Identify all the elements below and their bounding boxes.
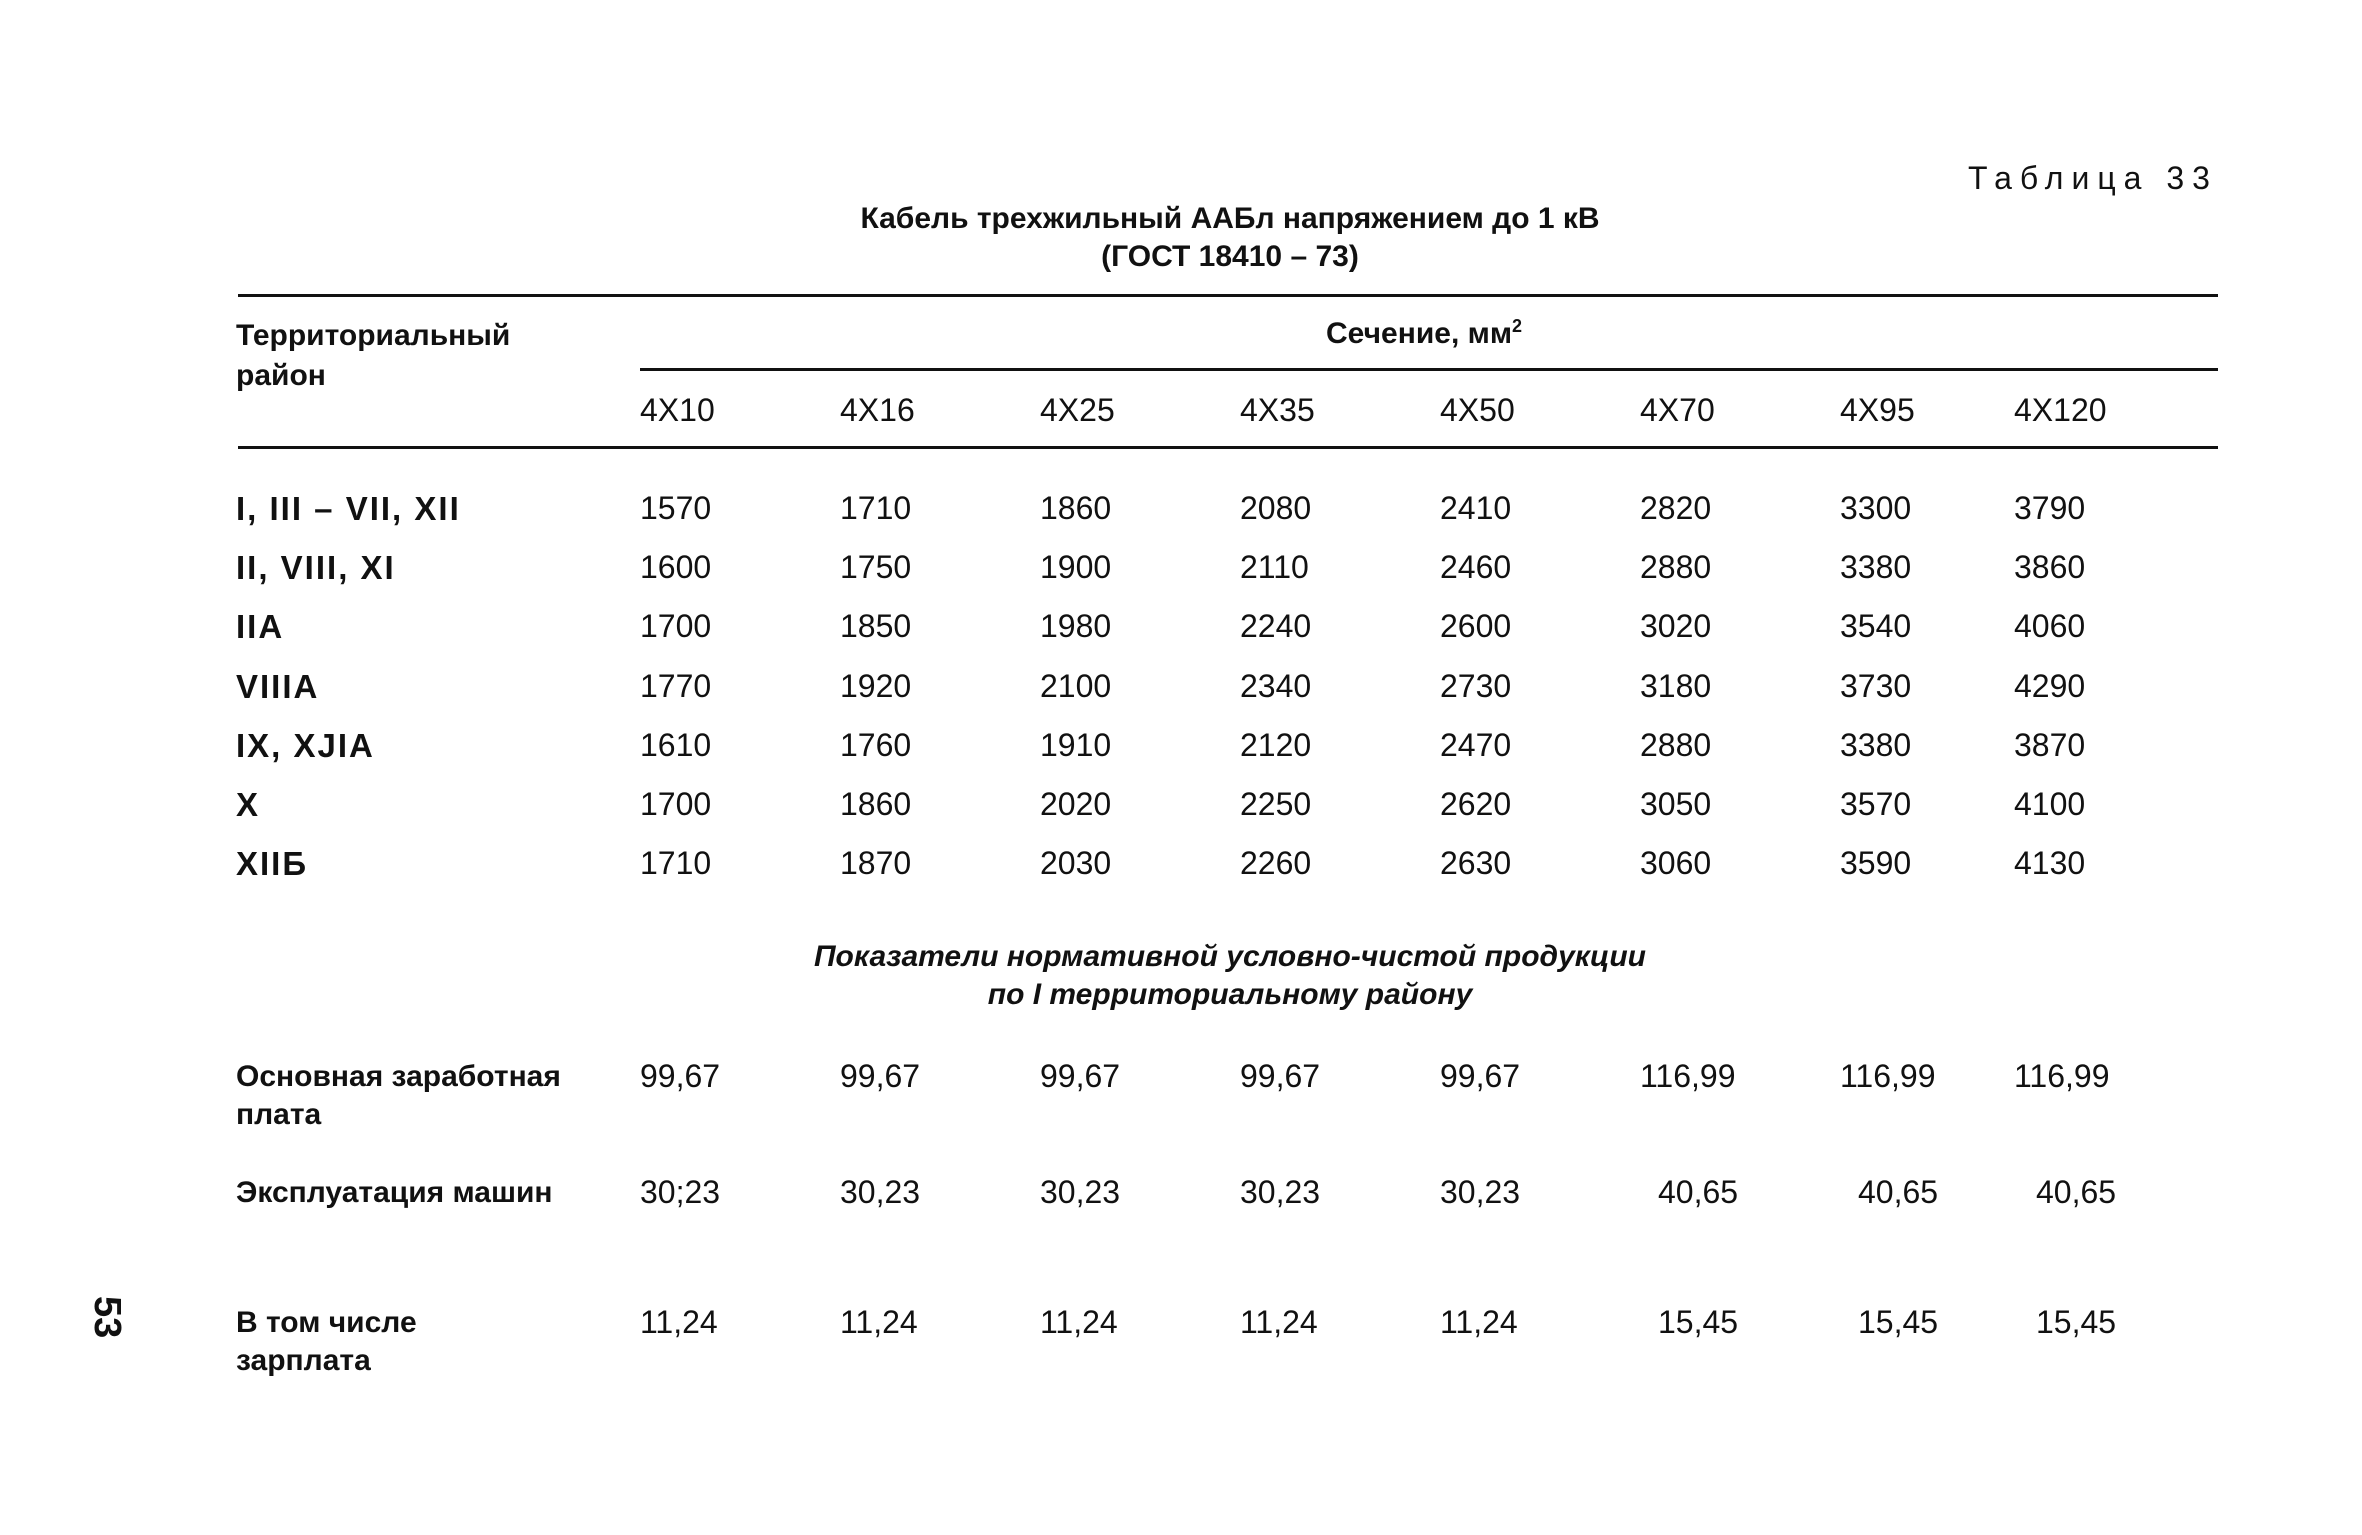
table-cell: 1760 — [840, 727, 912, 763]
indicator-label — [236, 1058, 561, 1134]
table-cell: 2080 — [1240, 490, 1312, 526]
row-label: I, III – VII, XII — [236, 490, 461, 527]
table-cell: 3380 — [1840, 549, 1912, 585]
table-cell: 1600 — [640, 549, 712, 585]
table-cell: 2880 — [1640, 549, 1712, 585]
rule-header-mid — [640, 368, 2218, 371]
column-header: 4Х95 — [1840, 392, 1915, 428]
table-cell: 4290 — [2014, 668, 2086, 704]
table-cell: 2110 — [1240, 549, 1309, 585]
subtitle-line-1: Показатели нормативной условно-чистой продукции — [813, 940, 1646, 973]
table-cell: 2030 — [1040, 845, 1112, 881]
indicator-label — [236, 1304, 417, 1380]
table-cell: 116,99 — [1640, 1058, 1736, 1094]
table-cell: 99,67 — [1440, 1058, 1521, 1094]
indicator-label-line-1: В том числе — [236, 1306, 417, 1339]
column-header: 4Х35 — [1240, 392, 1315, 428]
indicator-label — [236, 1174, 553, 1212]
table-cell: 11,24 — [640, 1304, 718, 1340]
column-header: 4Х50 — [1440, 392, 1515, 428]
table-cell: 1920 — [840, 668, 912, 704]
table-cell: 3540 — [1840, 608, 1912, 644]
table-cell: 30,23 — [1440, 1174, 1521, 1210]
indicator-label-line-1: Основная заработная — [236, 1060, 561, 1093]
row-label: XIIБ — [236, 845, 309, 882]
rule-header-bottom — [238, 446, 2218, 449]
table-cell: 11,24 — [1040, 1304, 1118, 1340]
table-cell: 1870 — [840, 845, 912, 881]
table-cell: 3060 — [1640, 845, 1712, 881]
table-cell: 1910 — [1040, 727, 1112, 763]
table-cell: 3730 — [1840, 668, 1912, 704]
table-cell: 2260 — [1240, 845, 1312, 881]
column-header: 4Х120 — [2014, 392, 2107, 428]
page-number: 53 — [86, 1296, 128, 1339]
table-cell: 1700 — [640, 608, 712, 644]
table-cell: 2020 — [1040, 786, 1112, 822]
table-cell: 2460 — [1440, 549, 1512, 585]
row-label: VIIIA — [236, 668, 320, 705]
table-cell: 4060 — [2014, 608, 2086, 644]
table-cell: 2620 — [1440, 786, 1512, 822]
table-cell: 11,24 — [1240, 1304, 1318, 1340]
table-cell: 1860 — [1040, 490, 1112, 526]
table-cell: 2120 — [1240, 727, 1312, 763]
table-cell: 2340 — [1240, 668, 1312, 704]
table-cell: 99,67 — [1040, 1058, 1121, 1094]
table-cell: 15,45 — [1858, 1304, 1939, 1340]
table-cell: 2730 — [1440, 668, 1512, 704]
table-cell: 3870 — [2014, 727, 2086, 763]
row-label: IIA — [236, 608, 285, 645]
table-cell: 116,99 — [1840, 1058, 1936, 1094]
table-cell: 2880 — [1640, 727, 1712, 763]
table-cell: 40,65 — [1658, 1174, 1739, 1210]
table-cell: 1700 — [640, 786, 712, 822]
table-cell: 3020 — [1640, 608, 1712, 644]
column-header: 4Х25 — [1040, 392, 1115, 428]
table-cell: 30,23 — [840, 1174, 921, 1210]
table-cell: 2100 — [1040, 668, 1112, 704]
table-cell: 3860 — [2014, 549, 2086, 585]
table-title-line-1: Кабель трехжильный ААБл напряжением до 1 кВ — [860, 202, 1600, 235]
indicator-label-line-2: зарплата — [236, 1344, 371, 1377]
table-cell: 1710 — [640, 845, 712, 881]
table-cell: 2630 — [1440, 845, 1512, 881]
table-cell: 30;23 — [640, 1174, 721, 1210]
table-number-label: Таблица 33 — [1968, 160, 2218, 196]
table-cell: 3380 — [1840, 727, 1912, 763]
header-region — [236, 316, 510, 396]
table-cell: 3790 — [2014, 490, 2086, 526]
table-cell: 1570 — [640, 490, 712, 526]
table-cell: 4130 — [2014, 845, 2086, 881]
column-header: 4Х10 — [640, 392, 715, 428]
table-cell: 3300 — [1840, 490, 1912, 526]
indicator-label-line-2: плата — [236, 1098, 322, 1131]
table-cell: 1900 — [1040, 549, 1112, 585]
table-cell: 40,65 — [1858, 1174, 1939, 1210]
table-cell: 2600 — [1440, 608, 1512, 644]
table-cell: 1710 — [840, 490, 912, 526]
table-cell: 2470 — [1440, 727, 1512, 763]
table-cell: 3050 — [1640, 786, 1712, 822]
table-cell: 1860 — [840, 786, 912, 822]
table-cell: 2820 — [1640, 490, 1712, 526]
table-cell: 30,23 — [1240, 1174, 1321, 1210]
table-cell: 3570 — [1840, 786, 1912, 822]
header-section — [1326, 316, 1522, 351]
table-cell: 116,99 — [2014, 1058, 2110, 1094]
header-region-line-2: район — [236, 359, 326, 392]
table-cell: 1610 — [640, 727, 712, 763]
table-cell: 1850 — [840, 608, 912, 644]
table-cell: 99,67 — [840, 1058, 921, 1094]
table-cell: 11,24 — [1440, 1304, 1518, 1340]
header-region-line-1: Территориальный — [236, 319, 511, 352]
table-cell: 1750 — [840, 549, 912, 585]
table-cell: 2410 — [1440, 490, 1512, 526]
row-label: IX, XJIA — [236, 727, 375, 764]
header-section-sup: 2 — [1512, 316, 1523, 336]
table-cell: 30,23 — [1040, 1174, 1121, 1210]
table-cell: 1980 — [1040, 608, 1112, 644]
row-label: X — [236, 786, 261, 823]
row-label: II, VIII, XI — [236, 549, 396, 586]
table-cell: 1770 — [640, 668, 712, 704]
table-cell: 2240 — [1240, 608, 1312, 644]
table-cell: 3590 — [1840, 845, 1912, 881]
table-cell: 4100 — [2014, 786, 2086, 822]
table-title-line-2: (ГОСТ 18410 – 73) — [1101, 240, 1359, 273]
column-header: 4Х16 — [840, 392, 915, 428]
table-cell: 2250 — [1240, 786, 1312, 822]
table-cell: 3180 — [1640, 668, 1712, 704]
table-cell: 99,67 — [640, 1058, 721, 1094]
column-header: 4Х70 — [1640, 392, 1715, 428]
table-cell: 99,67 — [1240, 1058, 1321, 1094]
rule-top — [238, 294, 2218, 297]
table-cell: 40,65 — [2036, 1174, 2117, 1210]
table-cell: 15,45 — [2036, 1304, 2117, 1340]
header-section-label: Сечение, мм — [1326, 317, 1513, 350]
indicator-label-line-1: Эксплуатация машин — [236, 1176, 553, 1209]
table-cell: 15,45 — [1658, 1304, 1739, 1340]
table-cell: 11,24 — [840, 1304, 918, 1340]
subtitle-line-2: по I территориальному району — [987, 978, 1473, 1011]
